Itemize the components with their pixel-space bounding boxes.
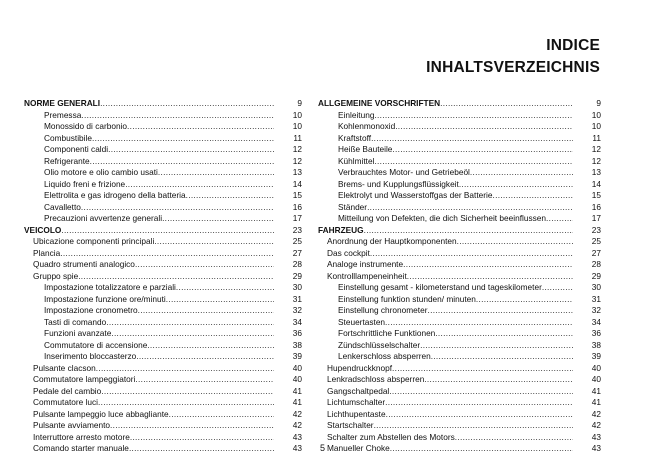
toc-entry-label: Elettrolita e gas idrogeno della batteria (44, 190, 186, 200)
toc-entry[interactable] (318, 202, 601, 214)
toc-entry[interactable] (24, 282, 302, 294)
toc-entry-label: Pulsante avviamento (33, 420, 111, 430)
toc-entry-label: Monossido di carbonio (44, 121, 128, 131)
toc-entry[interactable] (24, 432, 302, 444)
dot-leader (385, 317, 573, 329)
dot-leader (60, 248, 274, 260)
toc-entry-label: Elektrolyt und Wasserstoffgas der Batterie (338, 190, 493, 200)
toc-entry-page: 30 (292, 282, 302, 292)
toc-entry-page: 39 (292, 351, 302, 361)
toc-section[interactable] (24, 98, 302, 110)
toc-entry-label: Combustibile (44, 132, 92, 143)
toc-entry-page: 10 (292, 121, 302, 131)
toc-italian (24, 98, 302, 455)
toc-entry-label: Einleitung (338, 109, 375, 120)
toc-entry-page: 13 (591, 167, 601, 177)
toc-entry-label: Cavalletto (44, 201, 81, 212)
toc-entry-page: 31 (292, 293, 302, 304)
toc-entry[interactable] (24, 167, 302, 179)
toc-entry[interactable] (318, 443, 601, 455)
dot-leader (125, 179, 274, 191)
toc-entry-page: 42 (591, 420, 601, 430)
toc-entry-label: Comando starter manuale (33, 443, 129, 453)
toc-entry[interactable] (318, 190, 601, 202)
title-inhaltsverzeichnis: INHALTSVERZEICHNIS (426, 59, 600, 76)
toc-entry-page: 32 (591, 305, 601, 315)
toc-entry-label: Analoge instrumente (327, 259, 404, 269)
toc-entry[interactable] (24, 259, 302, 271)
dot-leader (147, 340, 274, 352)
toc-entry-page: 40 (292, 362, 302, 373)
toc-entry-page: 42 (292, 420, 302, 430)
toc-entry-label: Hupendruckknopf (327, 362, 393, 373)
dot-leader (392, 363, 573, 375)
toc-entry[interactable] (318, 397, 601, 409)
toc-entry-label: Steuertasten (338, 316, 386, 327)
toc-entry-page: 28 (591, 259, 601, 269)
toc-entry-page: 34 (292, 316, 302, 327)
toc-entry-label: Commutatore luci (33, 397, 99, 407)
dot-leader (100, 98, 274, 110)
toc-entry[interactable] (318, 432, 601, 444)
toc-entry-page: 10 (292, 109, 302, 120)
toc-entry-label: Refrigerante (44, 155, 90, 166)
dot-leader (546, 213, 573, 225)
toc-entry-page: 31 (591, 293, 601, 304)
title-indice: INDICE (546, 37, 600, 54)
toc-entry[interactable] (24, 374, 302, 386)
dot-leader (176, 282, 274, 294)
toc-entry-page: 16 (591, 201, 601, 212)
toc-entry[interactable] (318, 351, 601, 363)
toc-entry[interactable] (24, 386, 302, 398)
toc-entry-page: 17 (591, 213, 601, 223)
dot-leader (135, 374, 274, 386)
dot-leader (169, 409, 274, 421)
toc-entry-page: 25 (591, 236, 601, 246)
dot-leader (457, 236, 573, 248)
toc-entry-label: Zündschlüsselschalter (338, 339, 421, 350)
dot-leader (367, 202, 573, 214)
dot-leader (493, 190, 574, 202)
toc-entry-label: Kühlmittel (338, 155, 375, 166)
dot-leader (92, 133, 274, 145)
toc-entry[interactable] (24, 340, 302, 352)
toc-entry-label: Kraftstoff (338, 132, 372, 143)
dot-leader (386, 409, 573, 421)
toc-entry-label: Einstellung chronometer (338, 305, 428, 315)
dot-leader (129, 443, 274, 455)
toc-entry-label: Funzioni avanzate (44, 328, 112, 338)
toc-entry-label: Einstellung funktion stunden/ minuten (338, 293, 476, 304)
dot-leader (127, 121, 274, 133)
toc-entry-page: 29 (591, 270, 601, 281)
toc-entry-label: Heiße Bauteile (338, 144, 393, 154)
dot-leader (110, 420, 274, 432)
toc-entry-label: Lichthupentaste (327, 408, 386, 419)
toc-entry[interactable] (24, 363, 302, 375)
toc-entry-page: 10 (591, 109, 601, 120)
toc-entry[interactable] (318, 386, 601, 398)
dot-leader (135, 259, 274, 271)
toc-entry-label: Componenti caldi (44, 144, 109, 154)
toc-entry[interactable] (24, 121, 302, 133)
dot-leader (427, 305, 573, 317)
toc-entry-label: Kohlenmonoxid (338, 121, 396, 131)
toc-entry[interactable] (318, 282, 601, 294)
dot-leader (470, 167, 573, 179)
toc-entry-label: Kontrolllampeneinheit (327, 270, 407, 281)
toc-entry[interactable] (318, 409, 601, 421)
toc-entry-page: 16 (292, 201, 302, 212)
toc-entry[interactable] (24, 328, 302, 340)
toc-german (318, 98, 601, 455)
toc-entry-label: Interruttore arresto motore (33, 431, 130, 442)
toc-section[interactable] (318, 225, 601, 237)
toc-entry[interactable] (24, 305, 302, 317)
dot-leader (138, 305, 274, 317)
toc-entry-page: 43 (292, 443, 302, 453)
toc-entry-label: Precauzioni avvertenze generali (44, 213, 163, 223)
toc-entry-page: 10 (591, 121, 601, 131)
toc-entry-label: Einstellung gesamt - kilometerstand und tageskilometer (338, 282, 542, 292)
toc-entry[interactable] (24, 179, 302, 191)
toc-entry-page: 11 (293, 132, 302, 143)
dot-leader (106, 317, 274, 329)
toc-entry[interactable] (24, 144, 302, 156)
toc-entry-label: Lenkerschloss absperren (338, 351, 431, 361)
toc-entry-page: 17 (292, 213, 302, 223)
toc-entry-label: Plancia (33, 247, 61, 258)
toc-entry[interactable] (24, 248, 302, 260)
toc-entry-label: Brems- und Kupplungsflüssigkeit (338, 178, 459, 189)
toc-entry[interactable] (318, 271, 601, 283)
dot-leader (385, 397, 573, 409)
dot-leader (374, 420, 573, 432)
toc-entry-page: 23 (591, 224, 601, 235)
toc-entry-page: 43 (292, 431, 302, 442)
toc-entry-label: Premessa (44, 109, 82, 120)
dot-leader (459, 179, 573, 191)
toc-entry-page: 9 (297, 98, 302, 108)
toc-entry-label: Impostazione funzione ore/minuti (44, 293, 166, 304)
toc-entry-label: Mitteilung von Defekten, die dich Sicherheit beeinflussen (338, 213, 547, 223)
toc-entry-page: 15 (292, 190, 302, 200)
toc-entry-page: 36 (591, 328, 601, 338)
toc-entry-label: Ständer (338, 201, 368, 212)
toc-entry-label: Ubicazione componenti principali (33, 236, 155, 246)
toc-entry-page: 40 (591, 374, 601, 384)
dot-leader (136, 351, 274, 363)
toc-entry[interactable] (318, 156, 601, 168)
toc-entry-label: Pulsante clacson (33, 362, 96, 373)
dot-leader (162, 213, 274, 225)
toc-entry-page: 27 (292, 247, 302, 258)
toc-entry[interactable] (318, 121, 601, 133)
toc-entry[interactable] (24, 213, 302, 225)
dot-leader (154, 236, 274, 248)
page-number: 5 (320, 443, 326, 453)
dot-leader (392, 144, 573, 156)
toc-entry-label: Commutatore di accensione (44, 339, 148, 350)
toc-section[interactable] (318, 98, 601, 110)
toc-entry-page: 15 (591, 190, 601, 200)
dot-leader (101, 386, 274, 398)
dot-leader (130, 432, 274, 444)
toc-entry[interactable] (318, 328, 601, 340)
toc-entry[interactable] (24, 420, 302, 432)
toc-entry-label: Liquido freni e frizione (44, 178, 126, 189)
toc-entry-page: 12 (591, 144, 601, 154)
dot-leader (403, 259, 573, 271)
dot-leader (374, 156, 573, 168)
toc-entry-page: 40 (591, 362, 601, 373)
dot-leader (390, 443, 573, 455)
dot-leader (158, 167, 274, 179)
toc-entry-page: 42 (591, 408, 601, 419)
dot-leader (96, 363, 274, 375)
toc-entry-label: Impostazione totalizzatore e parziali (44, 282, 176, 292)
toc-entry-page: 23 (292, 224, 302, 235)
toc-entry-label: Gangschaltpedal (327, 385, 390, 396)
dot-leader (78, 271, 274, 283)
dot-leader (440, 98, 573, 110)
dot-leader (371, 133, 573, 145)
toc-entry[interactable] (318, 305, 601, 317)
toc-entry-page: 30 (591, 282, 601, 292)
toc-entry[interactable] (318, 110, 601, 122)
toc-entry-label: NORME GENERALI (24, 98, 101, 108)
toc-entry[interactable] (318, 248, 601, 260)
toc-entry-label: Commutatore lampeggiatori (33, 374, 136, 384)
toc-entry-page: 34 (591, 316, 601, 327)
toc-entry[interactable] (24, 409, 302, 421)
toc-entry-label: Anordnung der Hauptkomponenten (327, 236, 457, 246)
dot-leader (370, 248, 573, 260)
dot-leader (431, 351, 573, 363)
toc-entry[interactable] (318, 144, 601, 156)
dot-leader (542, 282, 573, 294)
toc-entry-label: Verbrauchtes Motor- und Getriebeöl (338, 167, 470, 177)
toc-entry-label: ALLGEMEINE VORSCHRIFTEN (318, 98, 441, 108)
toc-entry[interactable] (24, 271, 302, 283)
toc-section[interactable] (24, 225, 302, 237)
toc-entry-label: Tasti di comando (44, 316, 107, 327)
toc-entry[interactable] (24, 317, 302, 329)
dot-leader (108, 144, 274, 156)
toc-entry-page: 27 (591, 247, 601, 258)
dot-leader (61, 225, 274, 237)
dot-leader (166, 294, 274, 306)
toc-entry-page: 41 (591, 385, 601, 396)
toc-entry-page: 12 (292, 144, 302, 154)
toc-entry-page: 11 (592, 132, 601, 143)
toc-entry[interactable] (24, 443, 302, 455)
dot-leader (90, 156, 274, 168)
dot-leader (455, 432, 573, 444)
toc-entry-label: VEICOLO (24, 224, 62, 235)
toc-entry[interactable] (318, 294, 601, 306)
toc-entry[interactable] (318, 374, 601, 386)
toc-entry-page: 38 (591, 339, 601, 350)
toc-entry-page: 43 (591, 431, 601, 442)
dot-leader (364, 225, 573, 237)
toc-entry-label: Pulsante lampeggio luce abbagliante (33, 408, 169, 419)
dot-leader (407, 271, 573, 283)
toc-entry-label: Startschalter (327, 420, 374, 430)
dot-leader (186, 190, 274, 202)
toc-entry-page: 13 (292, 167, 302, 177)
toc-entry[interactable] (24, 110, 302, 122)
toc-entry[interactable] (24, 351, 302, 363)
dot-leader (389, 386, 573, 398)
toc-entry-page: 39 (591, 351, 601, 361)
toc-entry[interactable] (318, 179, 601, 191)
toc-entry[interactable] (318, 133, 601, 145)
toc-entry-label: Olio motore e olio cambio usati (44, 167, 158, 177)
toc-entry-page: 40 (292, 374, 302, 384)
toc-entry-page: 14 (591, 178, 601, 189)
dot-leader (395, 121, 573, 133)
toc-entry[interactable] (24, 294, 302, 306)
dot-leader (435, 328, 573, 340)
toc-entry[interactable] (318, 236, 601, 248)
toc-entry[interactable] (318, 340, 601, 352)
toc-entry[interactable] (24, 236, 302, 248)
toc-entry-label: Schalter zum Abstellen des Motors (327, 431, 455, 442)
toc-entry-page: 43 (591, 443, 601, 453)
toc-entry[interactable] (24, 202, 302, 214)
toc-entry-page: 36 (292, 328, 302, 338)
dot-leader (98, 397, 274, 409)
toc-entry-label: Lichtumschalter (327, 397, 386, 407)
toc-entry[interactable] (24, 133, 302, 145)
toc-entry[interactable] (318, 420, 601, 432)
toc-entry-page: 12 (591, 155, 601, 166)
toc-entry-page: 28 (292, 259, 302, 269)
toc-entry-label: Manueller Choke (327, 443, 390, 453)
toc-entry-label: FAHRZEUG (318, 224, 364, 235)
toc-entry[interactable] (24, 190, 302, 202)
toc-entry-page: 32 (292, 305, 302, 315)
dot-leader (420, 340, 573, 352)
toc-entry-page: 42 (292, 408, 302, 419)
toc-entry[interactable] (318, 363, 601, 375)
toc-entry-page: 41 (292, 385, 302, 396)
toc-entry-page: 29 (292, 270, 302, 281)
toc-entry-label: Lenkradschloss absperren (327, 374, 425, 384)
toc-entry-page: 9 (596, 98, 601, 108)
toc-entry-label: Fortschrittliche Funktionen (338, 328, 436, 338)
toc-entry[interactable] (318, 317, 601, 329)
dot-leader (111, 328, 274, 340)
toc-entry-page: 25 (292, 236, 302, 246)
dot-leader (81, 202, 274, 214)
toc-entry-page: 38 (292, 339, 302, 350)
dot-leader (374, 110, 573, 122)
toc-entry-label: Impostazione cronometro (44, 305, 138, 315)
toc-entry-label: Gruppo spie (33, 270, 79, 281)
toc-entry-page: 14 (292, 178, 302, 189)
toc-entry[interactable] (24, 397, 302, 409)
toc-entry-label: Das cockpit (327, 247, 370, 258)
toc-entry-label: Inserimento bloccasterzo (44, 351, 137, 361)
toc-entry-page: 12 (292, 155, 302, 166)
toc-entry-label: Pedale del cambio (33, 385, 102, 396)
toc-entry[interactable] (24, 156, 302, 168)
toc-entry-page: 41 (292, 397, 302, 407)
dot-leader (81, 110, 274, 122)
toc-entry[interactable] (318, 259, 601, 271)
toc-entry[interactable] (318, 167, 601, 179)
toc-entry-page: 41 (591, 397, 601, 407)
dot-leader (424, 374, 573, 386)
dot-leader (476, 294, 573, 306)
toc-entry-label: Quadro strumenti analogico (33, 259, 135, 269)
toc-entry[interactable] (318, 213, 601, 225)
